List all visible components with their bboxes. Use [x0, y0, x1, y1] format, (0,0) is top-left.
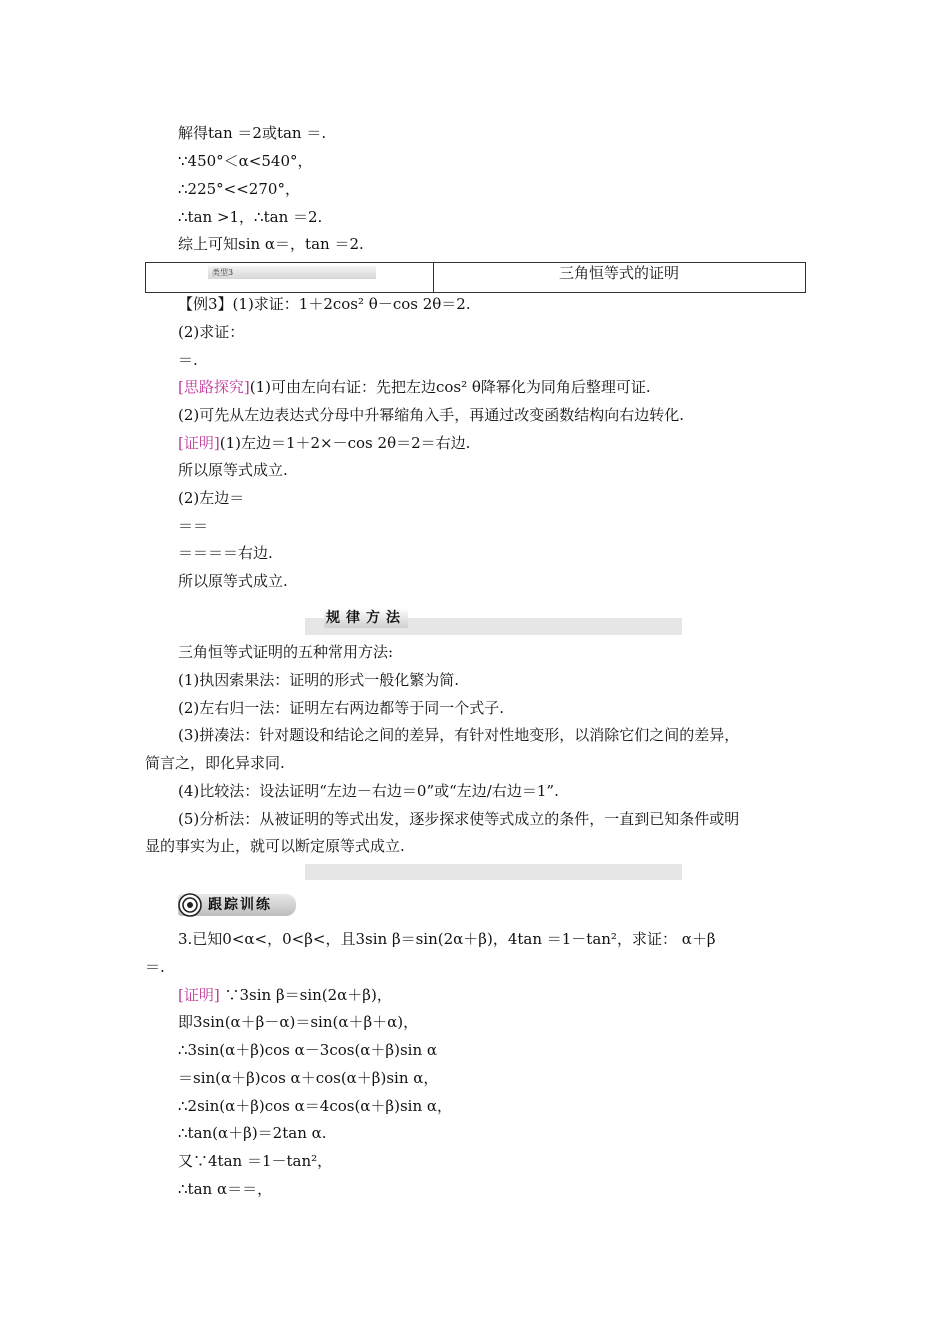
text-line: ∴tan α＝＝，	[178, 1180, 273, 1198]
hint-line: [思路探究](1)可由左向右证：先把左边cos² θ降幂化为同角后整理可证.	[178, 378, 651, 396]
text-line: ∴2sin(α＋β)cos α＝4cos(α＋β)sin α，	[178, 1097, 453, 1115]
text-line: 即3sin(α＋β－α)＝sin(α＋β＋α)，	[178, 1013, 419, 1031]
text-line: (2)求证：	[178, 323, 245, 341]
text-line: (2)左边＝	[178, 489, 245, 507]
text-line: ∴tan >1，∴tan ＝2.	[178, 208, 323, 226]
text-line: 显的事实为止，就可以断定原等式成立.	[145, 837, 405, 855]
topic-header	[145, 262, 806, 293]
text-line: (4)比较法：设法证明“左边－右边＝0”或“左边/右边＝1”.	[178, 782, 559, 800]
text-line: 又∵4tan ＝1－tan²，	[178, 1152, 333, 1170]
topic-title: 三角恒等式的证明	[558, 264, 679, 282]
text-line: 所以原等式成立.	[178, 572, 288, 590]
text-line: ∴225°<<270°，	[178, 180, 300, 198]
text-line: ＝.	[145, 958, 165, 976]
text-line: ∵450°＜α<540°，	[178, 152, 313, 170]
text-line: ＝＝＝＝右边.	[178, 544, 273, 562]
text-line: (1)执因索果法：证明的形式一般化繁为简.	[178, 671, 460, 689]
training-label: 跟踪训练	[208, 897, 272, 913]
text-line: (3)拼凑法：针对题设和结论之间的差异，有针对性地变形，以消除它们之间的差异，	[178, 726, 740, 744]
proof-line: [证明] ∵3sin β＝sin(2α＋β)，	[178, 986, 392, 1004]
text-line: 简言之，即化异求同.	[145, 754, 285, 772]
proof-tag: [证明]	[178, 986, 220, 1004]
question-line: 3.已知0<α<，0<β<，且3sin β＝sin(2α＋β)，4tan ＝1－tan²，求证： α＋β	[178, 930, 716, 948]
text-line: ＝＝	[178, 517, 209, 535]
proof-tag: [证明]	[178, 434, 220, 452]
example-statement: 【例3】(1)求证：1＋2cos² θ－cos 2θ＝2.	[178, 295, 471, 313]
target-icon	[178, 893, 202, 917]
section-band	[305, 864, 682, 880]
text-line: ＝sin(α＋β)cos α＋cos(α＋β)sin α，	[178, 1069, 439, 1087]
text-line: 解得tan ＝2或tan ＝.	[178, 124, 327, 142]
text-line: (2)左右归一法：证明左右两边都等于同一个式子.	[178, 699, 505, 717]
text-line: (5)分析法：从被证明的等式出发，逐步探求使等式成立的条件，一直到已知条件或明	[178, 810, 740, 828]
text-line: 综上可知sin α＝，tan ＝2.	[178, 235, 364, 253]
method-title: 规律方法	[326, 610, 406, 626]
hint-tag: [思路探究]	[178, 378, 250, 396]
text-line: ∴tan(α＋β)＝2tan α.	[178, 1124, 327, 1142]
text-line: (2)可先从左边表达式分母中升幂缩角入手，再通过改变函数结构向右边转化.	[178, 406, 685, 424]
text-line: ＝.	[178, 351, 198, 369]
proof-line: [证明](1)左边＝1＋2×－cos 2θ＝2＝右边.	[178, 434, 471, 452]
type-badge: 类型3	[208, 266, 376, 279]
text-line: ∴3sin(α＋β)cos α－3cos(α＋β)sin α	[178, 1041, 438, 1059]
text-line: 所以原等式成立.	[178, 461, 288, 479]
text-line: 三角恒等式证明的五种常用方法:	[178, 643, 394, 661]
